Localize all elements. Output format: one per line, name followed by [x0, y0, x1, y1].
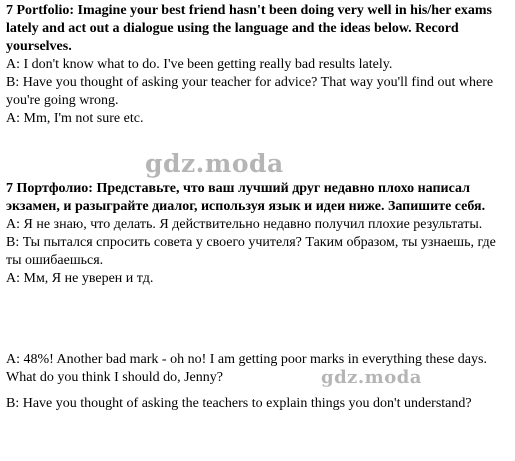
- russian-dialogue-line-a2: А: Мм, Я не уверен и тд.: [6, 271, 154, 286]
- watermark-bottom: gdz.moda: [321, 367, 422, 388]
- english-task-heading: 7 Portfolio: Imagine your best friend hasn't been doing very well in his/her exams lately and act out a dialogue using the language and the ideas below. Record yourselves.: [6, 3, 492, 54]
- answer-line-b: B: Have you thought of asking the teachers to explain things you don't understand?: [6, 396, 472, 411]
- answer-line-a: A: 48%! Another bad mark - oh no! I am getting poor marks in everything these days. What do you think I should do, Jenny?: [6, 352, 487, 385]
- russian-section: [6, 180, 509, 288]
- russian-dialogue-line-b1: В: Ты пытался спросить совета у своего учителя? Таким образом, ты узнаешь, где ты ошибаешься.: [6, 235, 496, 268]
- answer-section: [6, 351, 509, 413]
- russian-task-heading: 7 Портфолио: Представьте, что ваш лучший друг недавно плохо написал экзамен, и разыграйте диалог, используя язык и идеи ниже. Запишите себя.: [6, 181, 486, 214]
- russian-dialogue-line-a1: А: Я не знаю, что делать. Я действительно недавно получил плохие результаты.: [6, 217, 483, 232]
- watermark-top: gdz.moda: [145, 149, 284, 178]
- english-dialogue-line-b1: B: Have you thought of asking your teacher for advice? That way you'll find out where you're going wrong.: [6, 75, 494, 108]
- english-dialogue-line-a1: A: I don't know what to do. I've been getting really bad results lately.: [6, 57, 393, 72]
- english-dialogue-line-a2: A: Mm, I'm not sure etc.: [6, 111, 144, 126]
- english-section: [6, 2, 509, 128]
